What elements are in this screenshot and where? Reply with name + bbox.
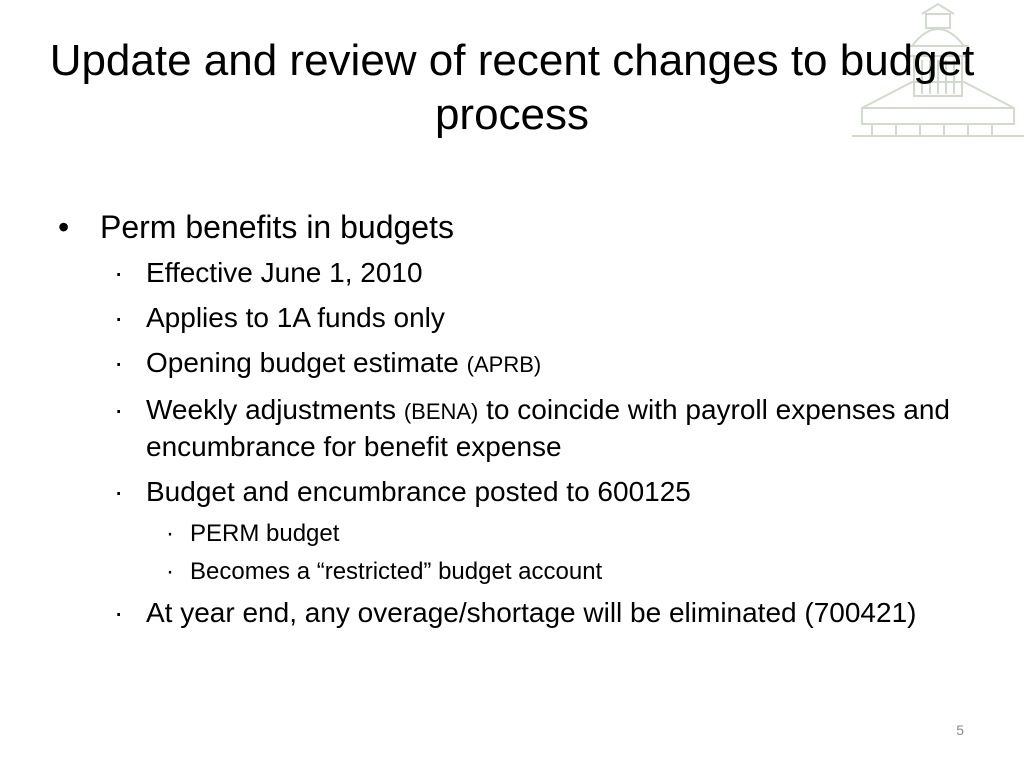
list-item — [52, 392, 972, 464]
item-note: (BENA) — [403, 399, 479, 424]
list-item — [52, 300, 972, 335]
list-item — [52, 345, 972, 382]
list-item — [52, 595, 972, 630]
bullet-glyph: · — [114, 597, 124, 628]
bullet-glyph: · — [114, 394, 124, 425]
bullet-list — [52, 205, 972, 640]
item-text: Opening budget estimate — [146, 347, 467, 378]
item-text: At year end, any overage/shortage will be eliminated (700421) — [146, 597, 917, 628]
subitem-text: PERM budget — [190, 520, 340, 547]
slide-title: Update and review of recent changes to budget process — [49, 36, 975, 139]
list-item — [52, 474, 972, 509]
bullet-glyph: · — [166, 520, 174, 547]
item-text: Weekly adjustments — [146, 394, 404, 425]
list-item — [52, 255, 972, 290]
item-text: Applies to 1A funds only — [146, 302, 445, 333]
list-item — [52, 205, 972, 249]
bullet-glyph: · — [166, 558, 174, 585]
bullet-glyph: · — [114, 476, 124, 507]
main-point-text: Perm benefits in budgets — [100, 209, 454, 245]
bullet-glyph: · — [114, 347, 124, 378]
item-text-rest: to coincide with payroll expenses and encumbrance for benefit expense — [146, 394, 950, 462]
item-note: (APRB) — [466, 352, 542, 377]
bullet-glyph: · — [114, 302, 124, 333]
page-number: 5 — [956, 722, 964, 738]
bullet-glyph: · — [114, 257, 124, 288]
item-text: Budget and encumbrance posted to 600125 — [146, 476, 691, 507]
subitem-text: Becomes a “restricted” budget account — [190, 558, 603, 585]
item-text: Effective June 1, 2010 — [146, 257, 423, 288]
sub-list-item — [52, 519, 972, 549]
bullet-glyph: • — [58, 209, 70, 245]
sub-list-item — [52, 557, 972, 587]
